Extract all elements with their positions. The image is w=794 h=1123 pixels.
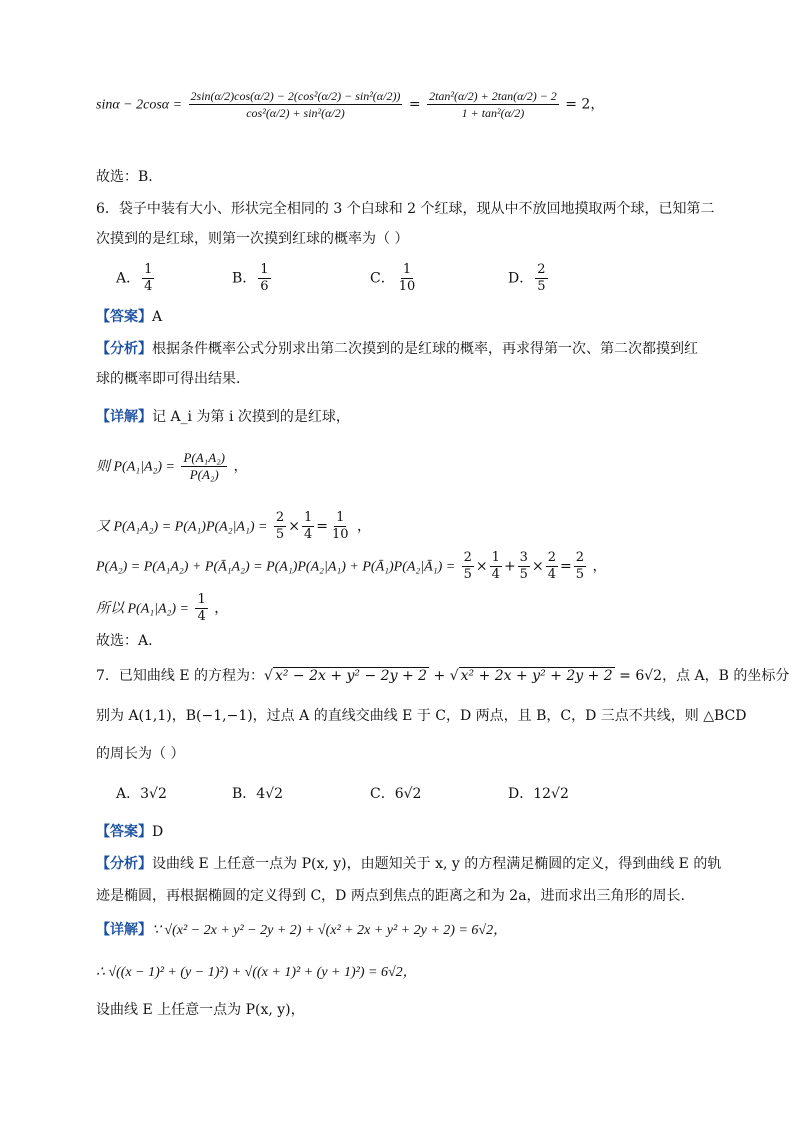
formula-fraction-1 bbox=[189, 88, 403, 121]
q6-option-d: D． $\frac{2}{5}$ bbox=[508, 262, 546, 294]
q7-text-line-2: 别为 A(1,1)，B(−1,−1)，过点 A 的直线交曲线 E 于 C，D 两点，且 B，C，D 三点不共线，则 △BCD bbox=[96, 708, 747, 724]
top-formula: sinα − 2cosα = $\frac{\text{2sin(α/2)cos(α/2) − 2(cos²(α/2) − sin²(α/2))}}{\text{cos²(α/2) + sin²(α/2)}}$ = $\frac{\text{2tan²(α/2) + 2tan(α/2) − 2}}{\text{1 + tan²(α/2)}}$ = 2， bbox=[96, 89, 605, 120]
q6-detail-line-5: 所以 P(A₁|A₂) = $\frac{1}{4}$ ， bbox=[96, 592, 229, 624]
answer-value: A bbox=[152, 309, 163, 325]
q7-option-d: D．12√2 bbox=[508, 786, 569, 802]
formula-den-2: 1 + tan²(α/2) bbox=[461, 106, 525, 120]
q7-text-line-3: 的周长为（ ） bbox=[96, 746, 185, 762]
answer-tag: 【答案】 bbox=[96, 309, 152, 325]
formula-lhs: sinα − 2cosα = bbox=[96, 97, 183, 113]
q6-answer bbox=[96, 307, 162, 327]
q7-option-a: A．3√2 bbox=[116, 786, 167, 802]
formula-den-1: cos²(α/2) + sin²(α/2) bbox=[246, 106, 345, 120]
q7-option-c: C．6√2 bbox=[370, 786, 422, 802]
q6-text-line-2: 次摸到的是红球，则第一次摸到红球的概率为（ ） bbox=[96, 231, 409, 247]
q6-option-c: C． $\frac{1}{10}$ bbox=[370, 262, 416, 294]
q6-analysis-line-2: 球的概率即可得出结果. bbox=[96, 371, 241, 387]
q7-answer: 【答案】D bbox=[96, 824, 164, 840]
q7-option-b: B．4√2 bbox=[232, 786, 284, 802]
q6-option-b: B． $\frac{1}{6}$ bbox=[232, 262, 269, 294]
q6-detail-line-3: 又 P(A₁A₂) = P(A₁)P(A₂|A₁) = $\frac{2}{5}$ × $\frac{1}{4}$ = $\frac{1}{10}$ ， bbox=[96, 510, 371, 542]
q6-option-a: A． $\frac{1}{4}$ bbox=[116, 262, 153, 294]
q7-text-line-1: 7．已知曲线 E 的方程为：√ x² − 2x + y² − 2y + 2 + √ x² + 2x + y² + 2y + 2 = 6√2，点 A，B 的坐标分 bbox=[96, 668, 790, 684]
q7-analysis-line-1: 【分析】设曲线 E 上任意一点为 P(x, y)，由题知关于 x, y 的方程满足椭圆的定义，得到曲线 E 的轨 bbox=[96, 856, 722, 872]
formula-tail: = 2， bbox=[565, 96, 605, 113]
q6-choose: 故选：A. bbox=[96, 633, 153, 649]
q7-analysis-line-2: 迹是椭圆，再根据椭圆的定义得到 C，D 两点到焦点的距离之和为 2a，进而求出三角形的周长. bbox=[96, 888, 685, 904]
formula-fraction-2 bbox=[427, 88, 559, 121]
q6-detail-line-4: P(A₂) = P(A₁A₂) + P(Ā₁A₂) = P(A₁)P(A₂|A₁) + P(Ā₁)P(A₂|Ā₁) = $\frac{2}{5}$ × $\frac{1}{4}$ + $\frac{3}{5}$ × $\frac{2}{4}$ = $\frac{2}{5}$ ， bbox=[96, 550, 607, 582]
q6-detail-line-2: 则 P(A₁|A₂) = $\frac{\text{P(A₁A₂)}}{\text{P(A₂)}}$ ， bbox=[96, 450, 248, 482]
q7-detail-line-2: ∴ √((x − 1)² + (y − 1)²) + √((x + 1)² + (y + 1)²) = 6√2， bbox=[96, 965, 417, 980]
q6-text-line-1: 6．袋子中装有大小、形状完全相同的 3 个白球和 2 个红球，现从中不放回地摸取两个球，已知第二 bbox=[96, 201, 715, 217]
formula-num-1: 2sin(α/2)cos(α/2) − 2(cos²(α/2) − sin²(α/2)) bbox=[190, 89, 401, 103]
q7-detail-line-3: 设曲线 E 上任意一点为 P(x, y)， bbox=[96, 1002, 305, 1018]
q6-analysis-line-1: 【分析】根据条件概率公式分别求出第二次摸到的是红球的概率，再求得第一次、第二次都摸到红 bbox=[96, 341, 698, 357]
formula-num-2: 2tan²(α/2) + 2tan(α/2) − 2 bbox=[429, 89, 557, 103]
q7-detail-line-1: 【详解】∵ √(x² − 2x + y² − 2y + 2) + √(x² + 2x + y² + 2y + 2) = 6√2， bbox=[96, 922, 508, 938]
choose-b: 故选：B. bbox=[96, 169, 153, 185]
q6-detail-line-1: 【详解】记 A_i 为第 i 次摸到的是红球， bbox=[96, 409, 350, 425]
